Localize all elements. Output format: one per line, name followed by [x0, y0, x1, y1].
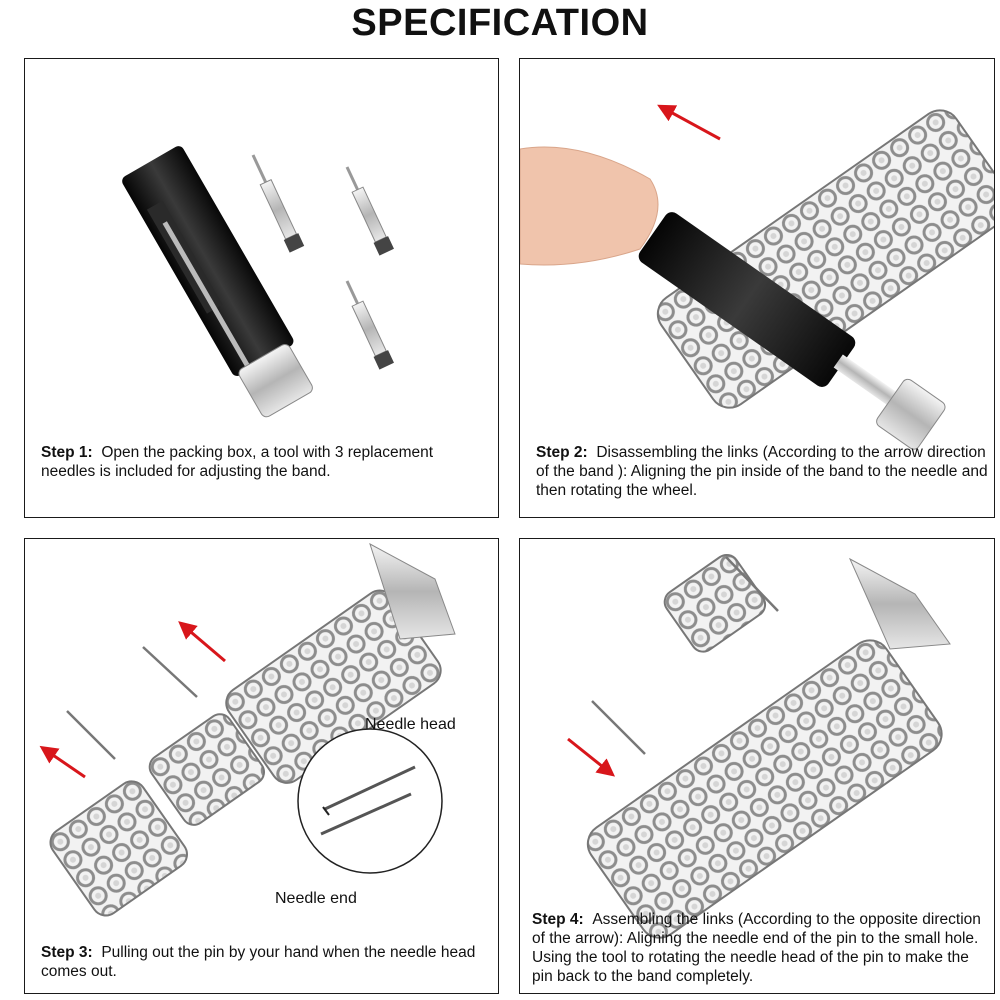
step-2-caption — [536, 443, 988, 500]
metal-band-main — [580, 633, 949, 946]
finger — [520, 147, 658, 265]
pin-lower — [592, 701, 645, 754]
band-tool — [120, 144, 321, 421]
band-link-loose — [660, 550, 770, 656]
needle-head-label: Needle head — [365, 716, 456, 733]
step-4-text: Assembling the links (According to the opposite direction of the arrow): Aligning the needle end of the pin to the small hole. Using the tool to rotating the needle head of the pin to make the pin back to the band completely. — [532, 911, 981, 985]
step-1-panel — [24, 58, 499, 518]
replacement-needle-1 — [246, 152, 304, 253]
needle-end-label: Needle end — [275, 890, 357, 907]
step-3-panel — [24, 538, 499, 994]
step-3-caption — [41, 943, 491, 981]
pull-pin-illustration — [25, 539, 499, 994]
page-title: SPECIFICATION — [351, 2, 649, 44]
direction-arrow-lower — [47, 751, 85, 777]
replacement-needle-3 — [340, 278, 394, 370]
pin-upper — [143, 647, 197, 697]
step-3-label: Step 3: — [41, 944, 93, 961]
direction-arrow — [665, 109, 720, 139]
step-3-text: Pulling out the pin by your hand when the needle head comes out. — [41, 944, 476, 980]
step-1-label: Step 1: — [41, 444, 93, 461]
watch-connector — [850, 559, 950, 649]
direction-arrow-upper — [185, 627, 225, 661]
direction-arrow — [568, 739, 608, 771]
tool-and-needles-illustration — [25, 59, 499, 489]
step-4-caption — [532, 910, 988, 986]
step-1-caption — [41, 443, 491, 481]
step-1-text: Open the packing box, a tool with 3 replacement needles is included for adjusting the band. — [41, 444, 434, 480]
step-2-label: Step 2: — [536, 444, 588, 461]
replacement-needle-2 — [340, 164, 394, 256]
step-4-panel — [519, 538, 995, 994]
needle-detail-callout — [298, 729, 442, 873]
step-2-panel — [519, 58, 995, 518]
step-2-text: Disassembling the links (According to the arrow direction of the band ): Aligning the pin inside of the band to the needle and then rotating the wheel. — [536, 444, 988, 499]
pin-lower — [67, 711, 115, 759]
step-4-label: Step 4: — [532, 911, 584, 928]
